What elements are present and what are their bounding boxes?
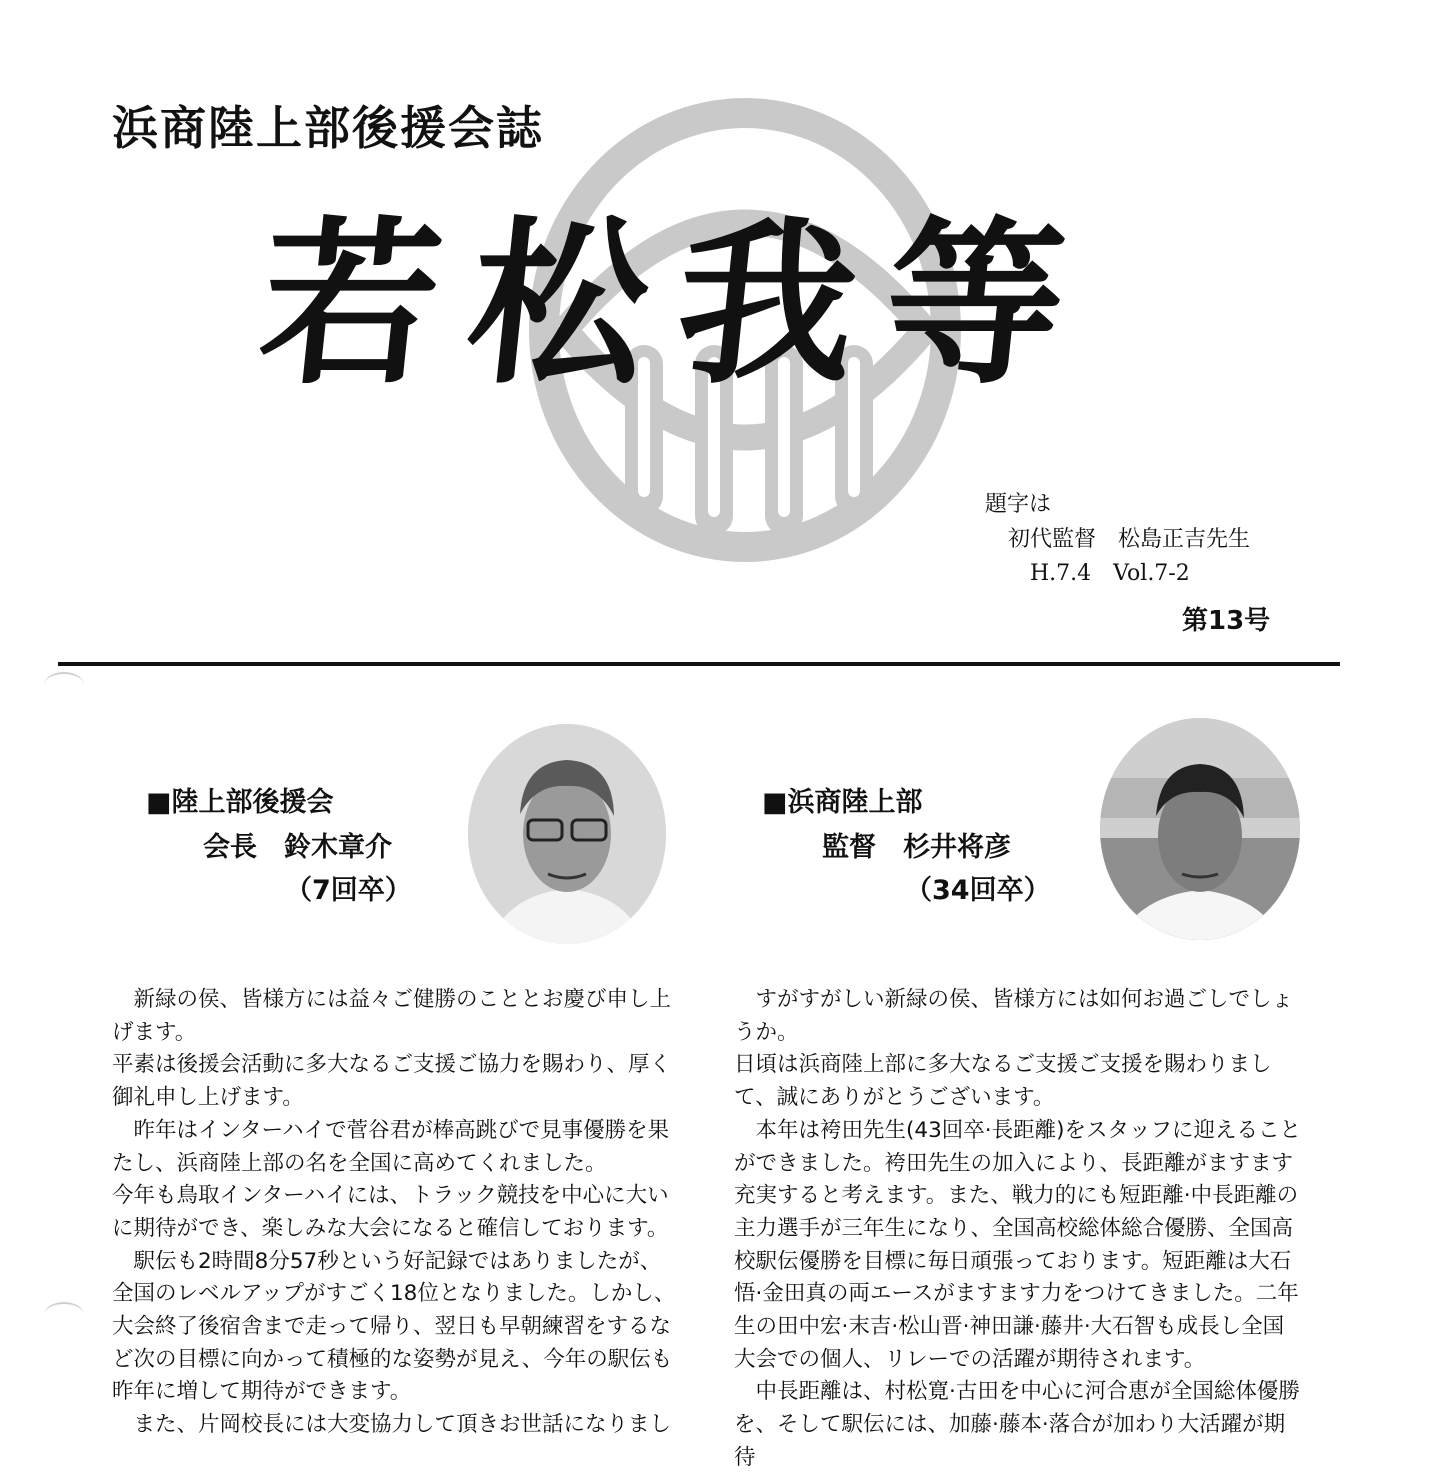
issue-number: 第13号	[1182, 606, 1271, 636]
header-rule	[58, 662, 1340, 666]
left-author-name: 会長 鈴木章介	[203, 832, 392, 863]
calligraphy-note: 題字は	[985, 492, 1052, 517]
paragraph: 日頃は浜商陸上部に多大なるご支援ご支援を賜わりまして、誠にありがとうございます。	[734, 1052, 1272, 1111]
paragraph: 昨年はインターハイで菅谷君が棒高跳びで見事優勝を果たし、浜商陸上部の名を全国に高めてくれました。	[112, 1117, 670, 1176]
paragraph: 新緑の侯、皆様方には益々ご健勝のこととお慶び申し上げます。	[112, 987, 672, 1045]
magazine-subtitle: 浜商陸上部後援会誌	[112, 101, 544, 155]
right-section-heading: ■浜商陸上部	[762, 787, 923, 818]
magazine-title: 若松我等	[251, 199, 1106, 408]
left-author-grad: （7回卒）	[285, 875, 412, 906]
paragraph: 今年も鳥取インターハイには、トラック競技を中心に大いに期待ができ、楽しみな大会になると確信しております。	[112, 1183, 669, 1241]
right-author-grad: （34回卒）	[905, 875, 1051, 906]
left-body-text	[112, 984, 678, 1442]
paragraph: 中長距離は、村松寛·古田を中心に河合恵が全国総体優勝を、そして駅伝には、加藤·藤本·落合が加わり大活躍が期待	[734, 1379, 1300, 1470]
left-section-heading: ■陸上部後援会	[146, 787, 334, 818]
date-volume: H.7.4 Vol.7-2	[1030, 561, 1190, 586]
portrait-photo-icon	[1100, 718, 1300, 940]
paragraph: 平素は後援会活動に多大なるご支援ご協力を賜わり、厚く御礼申し上げます。	[112, 1052, 672, 1111]
portrait-photo-icon	[468, 724, 666, 944]
binder-hole-mark	[44, 672, 84, 698]
right-author-name: 監督 杉井将彦	[822, 832, 1011, 863]
calligrapher-credit: 初代監督 松島正吉先生	[1008, 527, 1251, 552]
right-body-text	[734, 984, 1302, 1475]
binder-hole-mark	[44, 1302, 84, 1328]
paragraph: 駅伝も2時間8分57秒という好記録ではありましたが、全国のレベルアップがすごく18位となりました。しかし、大会終了後宿舎まで走って帰り、翌日も早朝練習をするなど次の目標に向かって積極的な姿勢が見え、今年の駅伝も昨年に増して期待ができます。	[112, 1248, 676, 1405]
paragraph: また、片岡校長には大変協力して頂きお世話になりまし	[133, 1412, 672, 1438]
paragraph: すがすがしい新緑の侯、皆様方には如何お過ごしでしょうか。	[734, 987, 1294, 1045]
paragraph: 本年は袴田先生(43回卒·長距離)をスタッフに迎えることができました。袴田先生の加入により、長距離がますます充実すると考えます。また、戦力的にも短距離·中長距離の主力選手が三年生になり、全国高校総体総合優勝、全国高校駅伝優勝を目標に毎日頑張っております。短距離は大石悟·金田真の両エースがますます力をつけてきました。二年生の田中宏·末吉·松山晋·神田謙·藤井·大石智も成長し全国大会での個人、リレーでの活躍が期待されます。	[734, 1117, 1301, 1372]
